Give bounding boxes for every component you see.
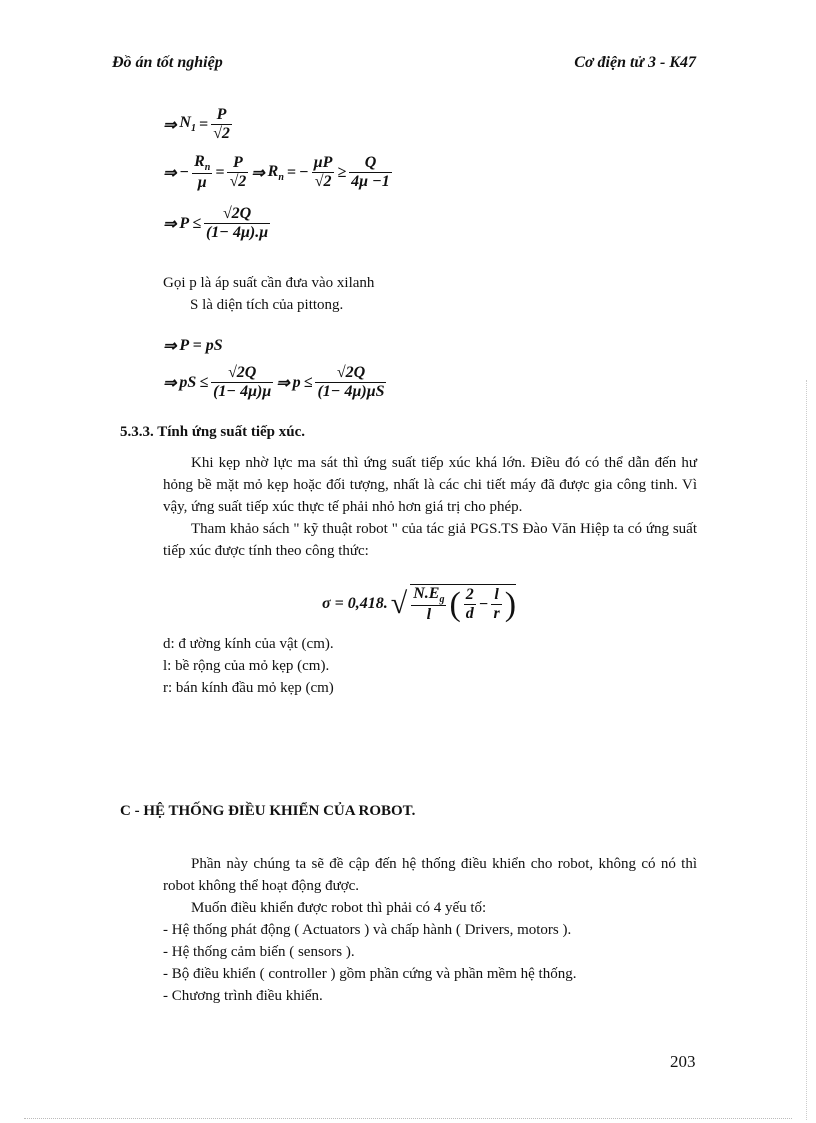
sigma-lhs: σ = 0,418.	[322, 595, 388, 613]
formula-sigma	[322, 584, 516, 624]
formula-n1	[163, 106, 232, 143]
sqrt-content	[410, 584, 516, 624]
numerator: √2Q	[336, 364, 366, 381]
numerator: l	[494, 586, 499, 604]
list-item: - Chương trình điều khiển.	[163, 988, 323, 1004]
fraction	[192, 153, 212, 192]
fraction	[315, 364, 386, 401]
implies-symbol: ⇒	[276, 374, 290, 392]
list-item: - Hệ thống phát động ( Actuators ) và chấp hành ( Drivers, motors ).	[163, 922, 572, 938]
equals-sign: =	[286, 163, 297, 181]
list-item: - Hệ thống cảm biến ( sensors ).	[163, 944, 355, 960]
formula-rn-lhs: R	[267, 162, 279, 180]
numerator-subscript: n	[204, 162, 211, 174]
numerator-subscript: g	[439, 594, 445, 606]
definition-l: l: bề rộng của mỏ kẹp (cm).	[163, 658, 330, 674]
equals-sign: =	[198, 115, 209, 133]
implies-symbol: ⇒	[163, 215, 177, 233]
fraction	[349, 154, 392, 191]
formula-n1-lhs: N	[179, 114, 191, 132]
formula-rn-sub: n	[278, 171, 284, 183]
le-sign: ≤	[303, 373, 313, 391]
formula-p-lhs: P	[179, 214, 190, 232]
numerator: P	[232, 154, 243, 172]
implies-symbol: ⇒	[163, 164, 177, 182]
list-item: - Bộ điều khiển ( controller ) gồm phần cứng và phần mềm hệ thống.	[163, 966, 577, 982]
denominator: d	[465, 605, 474, 623]
formula-lhs: pS	[179, 373, 197, 391]
le-sign: ≤	[192, 214, 201, 232]
edge-rule	[806, 380, 807, 1120]
paragraph-control-system: Phần này chúng ta sẽ đề cập đến hệ thống điều khiển cho robot, không có nó thì robot không thể hoạt động được.	[163, 856, 697, 894]
definition-d: d: đ ường kính của vật (cm).	[163, 636, 334, 652]
numerator	[192, 153, 212, 173]
p-definition: Gọi p là áp suất cần đưa vào xilanh	[163, 275, 375, 291]
sqrt-symbol: √	[390, 587, 408, 621]
denominator: √2	[229, 173, 247, 191]
formula-lhs: p	[292, 373, 301, 391]
denominator: l	[411, 605, 446, 624]
page-number: 203	[670, 1052, 696, 1071]
denominator: μ	[192, 173, 212, 192]
fraction	[464, 586, 476, 623]
numerator: 2	[465, 586, 474, 604]
minus-sign: −	[478, 595, 489, 613]
numerator: √2Q	[222, 205, 252, 222]
open-paren: (	[449, 585, 461, 623]
close-paren: )	[504, 585, 517, 623]
numerator-symbol: R	[194, 153, 205, 170]
formula-ps-inequality	[163, 364, 386, 401]
denominator: (1− 4μ)μ	[213, 383, 272, 400]
fraction	[211, 364, 273, 401]
formula-p	[163, 205, 270, 242]
denominator: (1− 4μ)μS	[317, 383, 385, 400]
fraction	[312, 154, 335, 191]
le-sign: ≤	[199, 373, 209, 391]
equals-sign: =	[215, 163, 225, 181]
numerator-symbol: N.E	[413, 585, 440, 602]
section-heading-533: 5.3.3. Tính ứng suất tiếp xúc.	[120, 424, 306, 440]
paragraph-reference: Tham khảo sách " kỹ thuật robot " của tác giả PGS.TS Đào Văn Hiệp ta có ứng suất tiếp xúc được tính theo công thức:	[163, 521, 697, 559]
implies-symbol: ⇒	[163, 338, 177, 355]
s-definition: S là diện tích của pittong.	[190, 297, 344, 313]
numerator	[411, 585, 446, 605]
fraction	[411, 585, 446, 624]
formula-n1-sub: 1	[190, 123, 196, 135]
fraction	[491, 586, 501, 623]
fraction	[211, 106, 232, 143]
section-heading-c: C - HỆ THỐNG ĐIỀU KHIỂN CỦA ROBOT.	[120, 803, 416, 819]
header-right: Cơ điện tử 3 - K47	[574, 54, 696, 71]
footer-rule	[24, 1118, 792, 1119]
ge-sign: ≥	[337, 163, 347, 181]
implies-symbol: ⇒	[163, 374, 177, 392]
fraction	[204, 205, 270, 242]
paragraph-four-factors: Muốn điều khiển được robot thì phải có 4 yếu tố:	[191, 900, 487, 916]
numerator: √2Q	[228, 364, 257, 381]
denominator: 4μ −1	[351, 173, 390, 191]
denominator: √2	[213, 125, 230, 142]
formula-ps	[163, 336, 223, 356]
fraction	[227, 154, 248, 191]
implies-symbol: ⇒	[251, 164, 265, 182]
denominator: (1− 4μ).μ	[205, 224, 269, 241]
definition-r: r: bán kính đầu mỏ kẹp (cm)	[163, 680, 334, 696]
minus-sign: −	[179, 163, 190, 181]
paragraph-contact-stress: Khi kẹp nhờ lực ma sát thì ứng suất tiếp xúc khá lớn. Điều đó có thể dẫn đến hư hỏng bề mặt mỏ kẹp hoặc đối tượng, nhất là các chi tiết máy đã được gia công tinh. Vì vậy, ứng suất tiếp xúc thực tế phải nhỏ hơn giá trị cho phép.	[163, 455, 697, 515]
formula-ps-expr: P = pS	[179, 337, 223, 354]
formula-rn	[163, 153, 392, 192]
header-left: Đồ án tốt nghiệp	[112, 54, 223, 71]
denominator: r	[493, 605, 500, 623]
numerator: P	[216, 106, 227, 123]
numerator: Q	[364, 154, 377, 172]
implies-symbol: ⇒	[163, 116, 177, 134]
minus-sign: −	[299, 163, 309, 181]
denominator: √2	[312, 172, 335, 191]
numerator: μP	[313, 154, 333, 172]
